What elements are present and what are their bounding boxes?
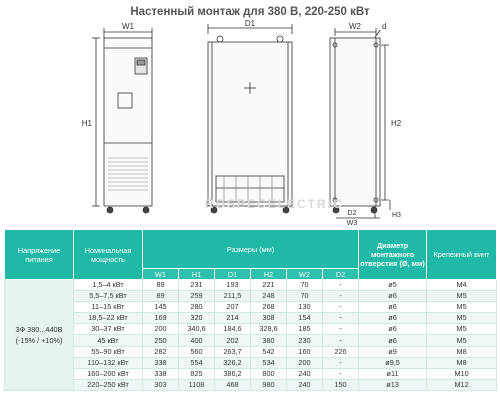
cell-d1: 184,6	[215, 324, 251, 335]
cell-hole: ø11	[359, 368, 427, 379]
cell-hole: ø5	[359, 280, 427, 291]
page-title: Настенный монтаж для 380 В, 220-250 кВт	[130, 6, 370, 18]
cell-w2: 240	[287, 368, 323, 379]
cell-w2: 70	[287, 291, 323, 302]
cell-h1: 280	[179, 302, 215, 313]
cell-power: 160–200 кВт	[74, 368, 143, 379]
header-screw: Крепежный винт	[427, 230, 497, 280]
w2-label: W2	[349, 22, 361, 31]
cell-w2: 160	[287, 346, 323, 357]
cell-d1: 207	[215, 302, 251, 313]
table-row	[5, 302, 497, 313]
dimension-drawings	[0, 18, 500, 226]
cell-hole: ø6	[359, 291, 427, 302]
cell-power: 55–90 кВт	[74, 346, 143, 357]
cell-w1: 145	[143, 302, 179, 313]
cell-w1: 338	[143, 368, 179, 379]
cell-d2: -	[323, 280, 359, 291]
table-row	[5, 291, 497, 302]
front-view-drawing	[92, 28, 152, 213]
table-row	[5, 357, 497, 368]
cell-w1: 169	[143, 313, 179, 324]
cell-power: 5,5–7,5 кВт	[74, 291, 143, 302]
cell-hole: ø6	[359, 313, 427, 324]
cell-h2: 248	[251, 291, 287, 302]
cell-w1: 89	[143, 291, 179, 302]
subheader-w2: W2	[287, 269, 323, 280]
table-row	[5, 335, 497, 346]
cell-screw: M5	[427, 302, 497, 313]
cell-power: 45 кВт	[74, 335, 143, 346]
cell-hole: ø6	[359, 302, 427, 313]
h3-label: H3	[392, 212, 401, 219]
cell-screw: M5	[427, 313, 497, 324]
cell-h2: 800	[251, 368, 287, 379]
cell-hole: ø6	[359, 324, 427, 335]
cell-w1: 250	[143, 335, 179, 346]
cell-h1: 554	[179, 357, 215, 368]
cell-hole: ø6	[359, 335, 427, 346]
cell-screw: M5	[427, 291, 497, 302]
side-view-drawing	[208, 24, 292, 213]
cell-h2: 328,6	[251, 324, 287, 335]
cell-h1: 320	[179, 313, 215, 324]
cell-power: 11–15 кВт	[74, 302, 143, 313]
w3-label: W3	[346, 220, 358, 226]
cell-screw: M12	[427, 379, 497, 390]
header-hole: Диаметр монтажного отверстия (Ø, мм)	[359, 230, 427, 280]
cell-power: 110–132 кВт	[74, 357, 143, 368]
table-row	[5, 324, 497, 335]
supply-voltage-cell: 3Ф 380...440В (-15% / +10%)	[5, 280, 74, 391]
cell-d2: -	[323, 302, 359, 313]
header-supply: Напряжение питания	[5, 230, 74, 280]
cell-w2: 240	[287, 379, 323, 390]
table-row	[5, 280, 497, 291]
cell-d1: 193	[215, 280, 251, 291]
subheader-h1: H1	[179, 269, 215, 280]
cell-screw: M8	[427, 357, 497, 368]
cell-d1: 326,2	[215, 357, 251, 368]
cell-d2: -	[323, 324, 359, 335]
h1-label: H1	[81, 119, 92, 128]
cell-d2: 226	[323, 346, 359, 357]
cell-h2: 308	[251, 313, 287, 324]
cell-h1: 231	[179, 280, 215, 291]
cell-h1: 400	[179, 335, 215, 346]
cell-screw: M4	[427, 280, 497, 291]
cell-d2: -	[323, 313, 359, 324]
cell-d2: -	[323, 368, 359, 379]
cell-d2: 150	[323, 379, 359, 390]
table-row	[5, 346, 497, 357]
cell-d2: -	[323, 357, 359, 368]
w1-label: W1	[122, 22, 134, 31]
cell-power: 30–37 кВт	[74, 324, 143, 335]
subheader-h2: H2	[251, 269, 287, 280]
cell-w2: 70	[287, 280, 323, 291]
cell-d1: 211,5	[215, 291, 251, 302]
cell-w1: 89	[143, 280, 179, 291]
cell-d1: 263,7	[215, 346, 251, 357]
cell-h2: 534	[251, 357, 287, 368]
cell-power: 220–250 кВт	[74, 379, 143, 390]
cell-w1: 282	[143, 346, 179, 357]
header-dimensions: Размеры (мм)	[143, 230, 359, 269]
cell-w2: 230	[287, 335, 323, 346]
cell-h1: 560	[179, 346, 215, 357]
cell-h2: 980	[251, 379, 287, 390]
cell-d1: 202	[215, 335, 251, 346]
cell-d1: 386,2	[215, 368, 251, 379]
cell-screw: M10	[427, 368, 497, 379]
d1-label: D1	[244, 19, 256, 28]
cell-h2: 542	[251, 346, 287, 357]
subheader-d2: D2	[323, 269, 359, 280]
rear-view-drawing	[330, 28, 390, 218]
subheader-d1: D1	[215, 269, 251, 280]
header-power: Номинальная мощность	[74, 230, 143, 280]
cell-h2: 268	[251, 302, 287, 313]
hole-d-label: d	[382, 22, 387, 31]
cell-w1: 303	[143, 379, 179, 390]
cell-d2: -	[323, 291, 359, 302]
cell-w2: 200	[287, 357, 323, 368]
subheader-w1: W1	[143, 269, 179, 280]
cell-h1: 825	[179, 368, 215, 379]
cell-w1: 338	[143, 357, 179, 368]
d2-label: D2	[347, 210, 357, 217]
cell-d2: -	[323, 335, 359, 346]
cell-power: 1,5–4 кВт	[74, 280, 143, 291]
table-row	[5, 379, 497, 390]
dimensions-table	[4, 229, 497, 391]
cell-h2: 221	[251, 280, 287, 291]
cell-w2: 130	[287, 302, 323, 313]
cell-hole: ø9	[359, 346, 427, 357]
cell-screw: M8	[427, 346, 497, 357]
cell-w2: 154	[287, 313, 323, 324]
watermark: ROSPECELECTRIC	[205, 197, 344, 211]
cell-d1: 468	[215, 379, 251, 390]
cell-h1: 259	[179, 291, 215, 302]
table-row	[5, 368, 497, 379]
cell-screw: M5	[427, 324, 497, 335]
cell-d1: 214	[215, 313, 251, 324]
cell-h1: 1108	[179, 379, 215, 390]
table-row	[5, 313, 497, 324]
cell-h1: 340,6	[179, 324, 215, 335]
h2-label: H2	[391, 119, 402, 128]
cell-screw: M5	[427, 335, 497, 346]
cell-hole: ø13	[359, 379, 427, 390]
cell-hole: ø9,5	[359, 357, 427, 368]
cell-w2: 185	[287, 324, 323, 335]
cell-h2: 380	[251, 335, 287, 346]
cell-power: 18,5–22 кВт	[74, 313, 143, 324]
cell-w1: 200	[143, 324, 179, 335]
